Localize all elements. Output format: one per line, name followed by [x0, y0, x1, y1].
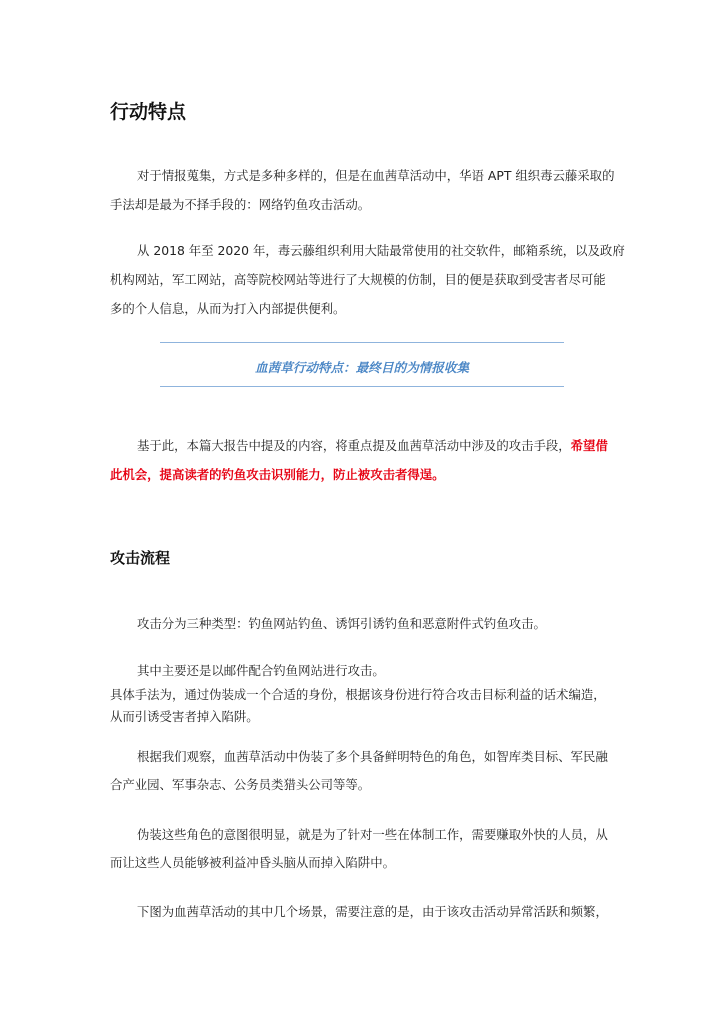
paragraph-line: 多的个人信息，从而为打入内部提供便利。 — [110, 301, 346, 316]
paragraph-text: 基于此，本篇大报告中提及的内容，将重点提及血茜草活动中涉及的攻击手段， — [137, 438, 571, 453]
paragraph-line: 机构网站，军工网站，高等院校网站等进行了大规模的仿制，目的便是获取到受害者尽可能 — [110, 272, 606, 287]
paragraph-line: 具体手法为，通过伪装成一个合适的身份，根据该身份进行符合攻击目标利益的话术编造， — [110, 687, 606, 702]
paragraph-line: 其中主要还是以邮件配合钓鱼网站进行攻击。 — [137, 663, 385, 678]
quote-top-rule — [160, 342, 564, 343]
paragraph-line: 下图为血茜草活动的其中几个场景，需要注意的是，由于该攻击活动异常活跃和频繁， — [137, 904, 608, 919]
paragraph-line: 对于情报蒐集，方式是多种多样的，但是在血茜草活动中，华语 APT 组织毒云藤采取的 — [137, 168, 615, 183]
highlight-text: 此机会，提高读者的钓鱼攻击识别能力，防止被攻击者得逞。 — [110, 467, 445, 482]
paragraph-line: 攻击分为三种类型：钓鱼网站钓鱼、诱饵引诱钓鱼和恶意附件式钓鱼攻击。 — [137, 616, 546, 631]
highlight-text: 希望借 — [570, 438, 608, 453]
section-heading-action-features: 行动特点 — [110, 101, 187, 123]
paragraph-line: 根据我们观察，血茜草活动中伪装了多个具备鲜明特色的角色，如智库类目标、军民融 — [137, 749, 608, 764]
paragraph-line: 从 2018 年至 2020 年，毒云藤组织利用大陆最常使用的社交软件，邮箱系统，以及政府 — [137, 243, 625, 258]
pull-quote: 血茜草行动特点：最终目的为情报收集 — [254, 360, 470, 375]
paragraph-line: 而让这些人员能够被利益冲昏头脑从而掉入陷阱中。 — [110, 855, 395, 870]
section-heading-attack-flow: 攻击流程 — [110, 549, 171, 567]
paragraph-line: 伪装这些角色的意图很明显，就是为了针对一些在体制工作，需要赚取外快的人员，从 — [137, 827, 608, 842]
quote-bottom-rule — [160, 386, 564, 387]
paragraph-line — [137, 436, 608, 454]
paragraph-line: 手法却是最为不择手段的：网络钓鱼攻击活动。 — [110, 197, 371, 212]
paragraph-line: 从而引诱受害者掉入陷阱。 — [110, 709, 259, 724]
paragraph-line: 合产业园、军事杂志、公务员类猎头公司等等。 — [110, 777, 371, 792]
